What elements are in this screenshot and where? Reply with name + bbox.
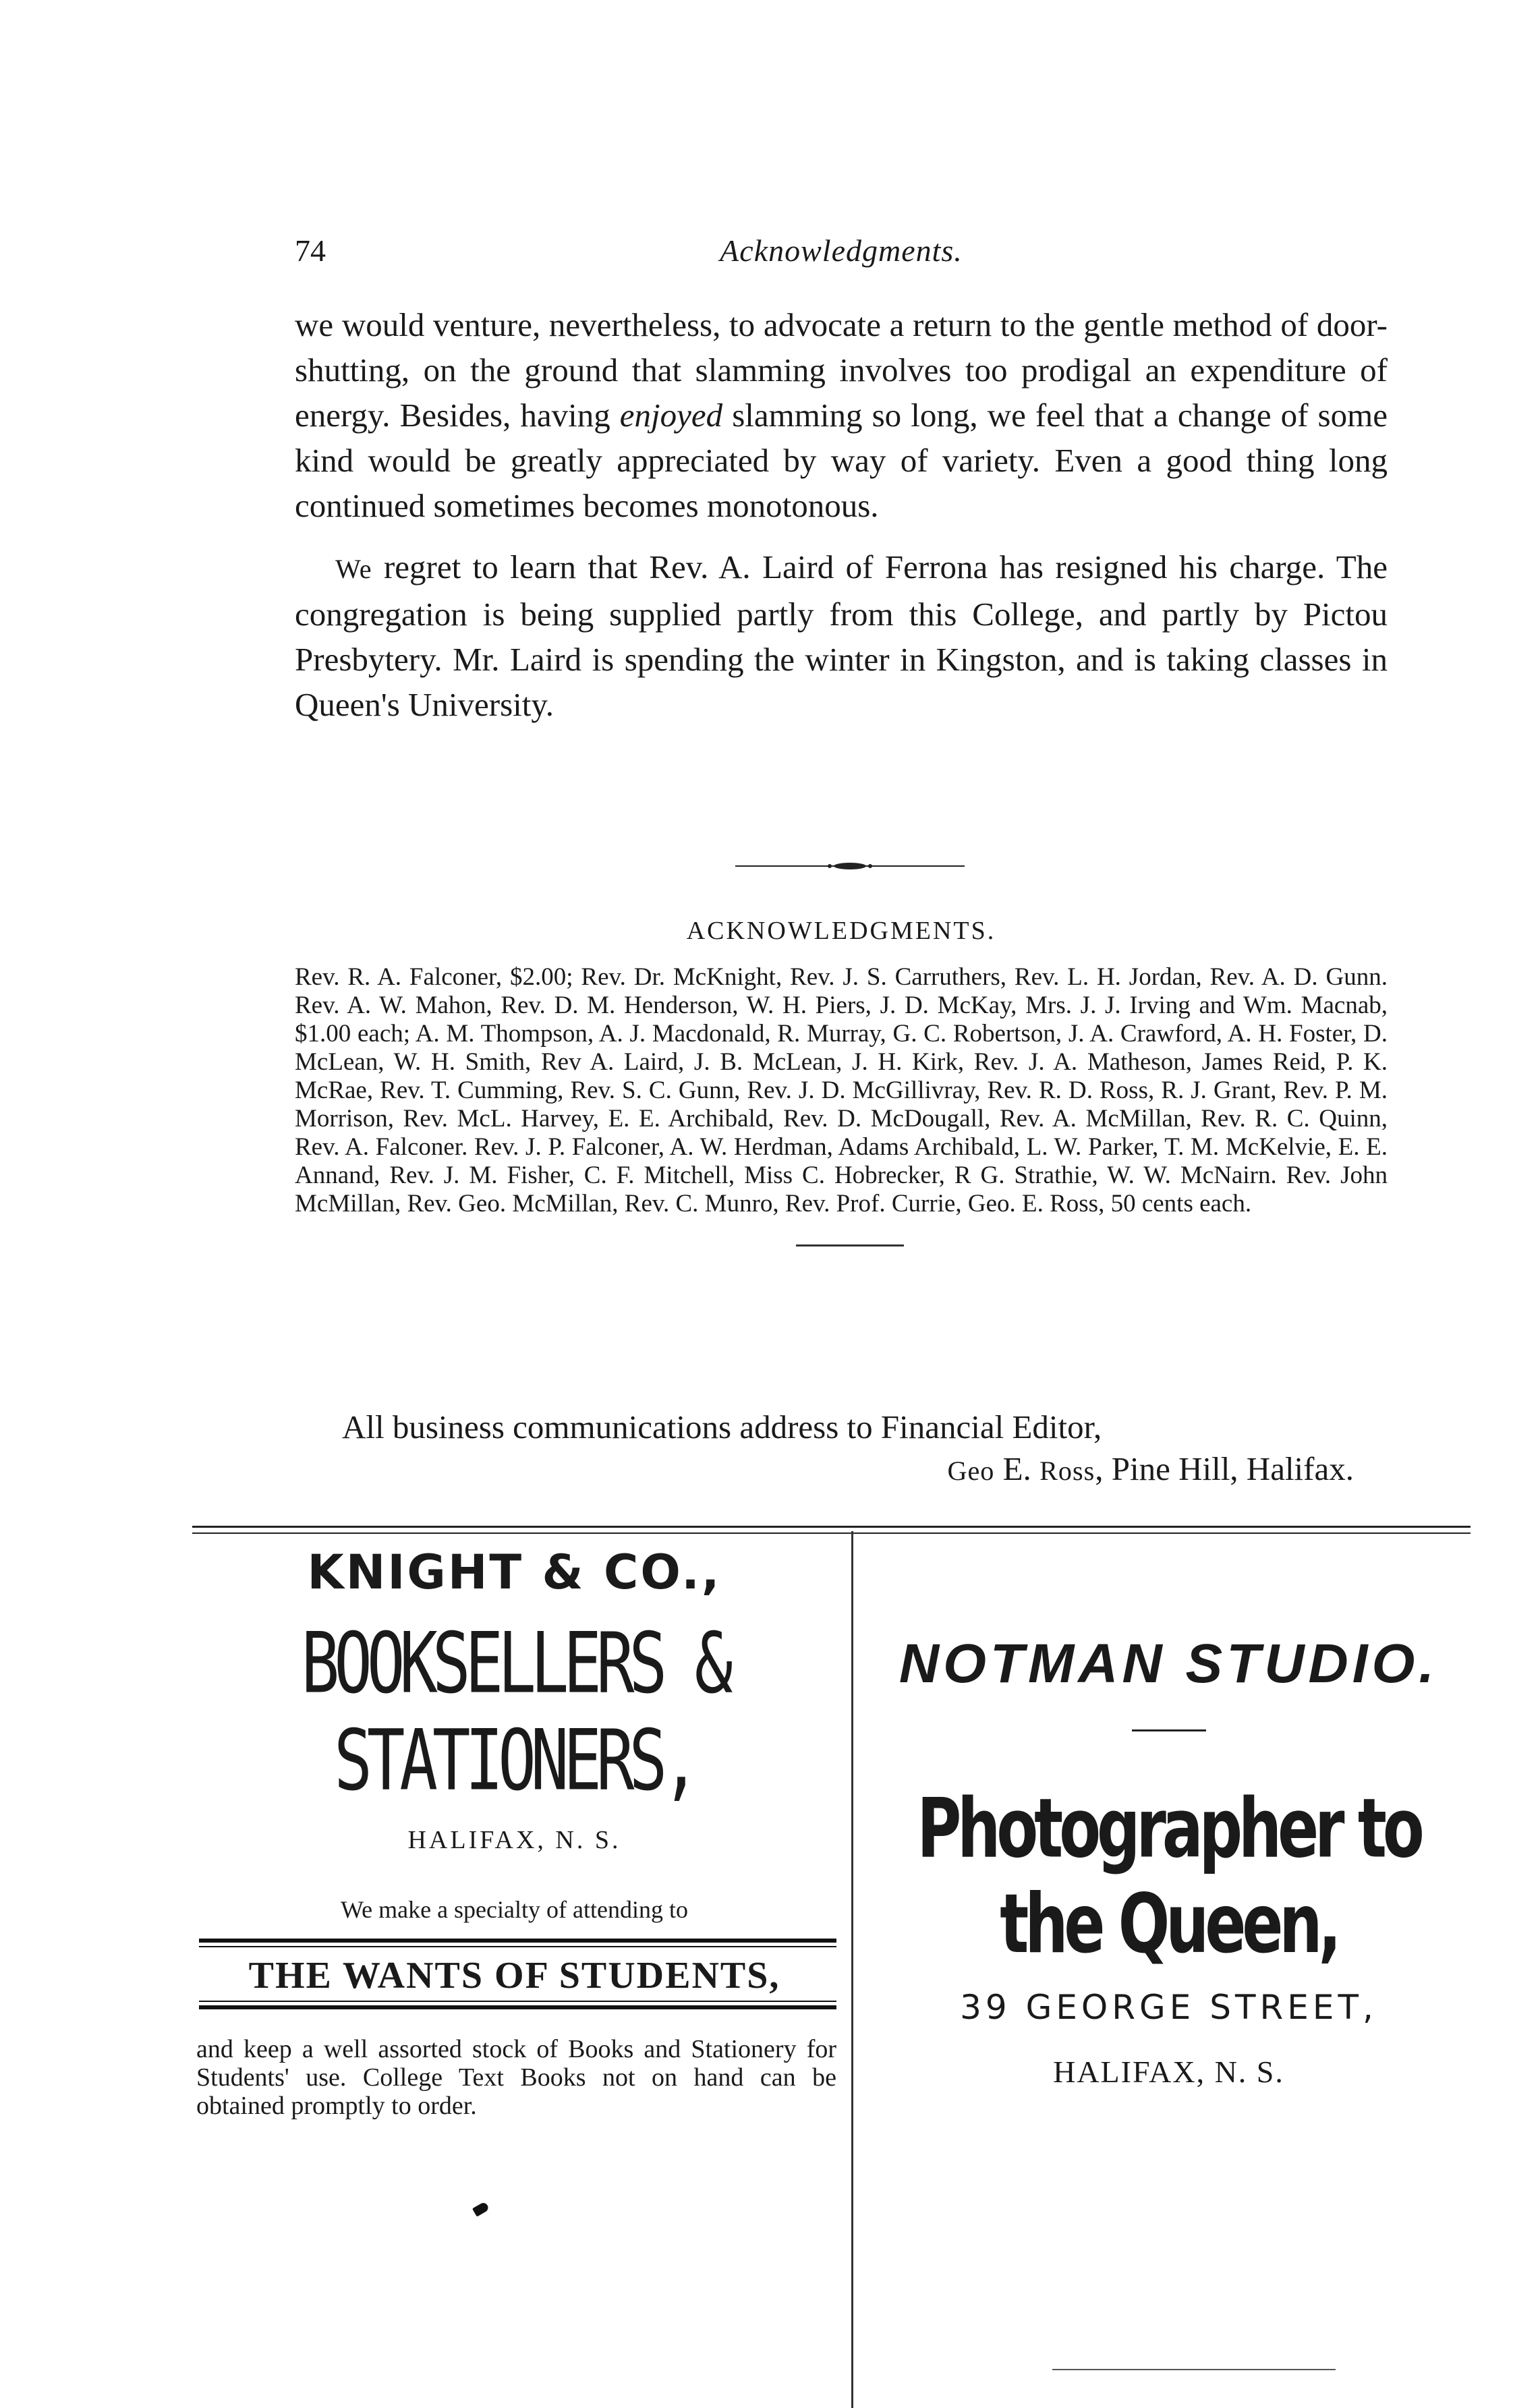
acknowledgments-title: ACKNOWLEDGMENTS. xyxy=(686,917,996,945)
lead-word: We xyxy=(335,554,372,584)
rule xyxy=(199,1939,836,1943)
divider xyxy=(796,1244,904,1246)
rule xyxy=(1132,1729,1206,1731)
studio-city: HALIFAX, N. S. xyxy=(1053,2055,1284,2089)
advert-top-rule xyxy=(192,1526,1471,1528)
paragraph-text: we would venture, nevertheless, to advocate a return to the gentle method of door-shutting, on the ground that slamming involves too prodigal an expenditure of energy. Besides, having xyxy=(295,306,1388,434)
trade-heading: BOOKSELLERS & STATIONERS, xyxy=(301,1615,728,1810)
firm-city: HALIFAX, N. S. xyxy=(407,1826,621,1854)
rule xyxy=(199,1946,836,1947)
paragraph-door-shutting xyxy=(295,302,1388,528)
wants-heading: THE WANTS OF STUDENTS, xyxy=(248,1955,780,1997)
ink-speck xyxy=(472,2201,490,2216)
editor-first-name: Geo xyxy=(947,1456,995,1486)
advert-notman xyxy=(867,1545,1471,2090)
page-edge-mark xyxy=(1052,2369,1336,2370)
emphasis-enjoyed: enjoyed xyxy=(619,397,723,434)
studio-name: NOTMAN STUDIO. xyxy=(899,1633,1439,1694)
paragraph-text: slamming so long, we feel that a change of some kind would be greatly appreciated by way of variety. Even a good thing long continued sometimes becomes monotonous. xyxy=(295,397,1388,524)
article-body xyxy=(295,302,1388,743)
page-number: 74 xyxy=(295,233,326,268)
advert-top-rule xyxy=(192,1532,1471,1534)
advert-column-divider xyxy=(851,1531,853,2408)
business-line: All business communications address to Financial Editor, xyxy=(342,1408,1102,1445)
stock-description: and keep a well assorted stock of Books and Stationery for Students' use. College Text Books not on hand can be obtained promptly to order. xyxy=(196,2035,836,2120)
rule xyxy=(199,2001,836,2002)
running-title: Acknowledgments. xyxy=(720,233,963,268)
business-notice xyxy=(295,1406,1388,1492)
acknowledgments-list: Rev. R. A. Falconer, $2.00; Rev. Dr. McKnight, Rev. J. S. Carruthers, Rev. L. H. Jordan, Rev. A. D. Gunn. Rev. A. W. Mahon, Rev. D. M. Henderson, W. H. Piers, J. D. McKay, Mrs. J. J. Irving and Wm. Macnab, $1.00 each; A. M. Thompson, A. J. Macdonald, R. Murray, G. C. Robertson, J. A. Crawford, A. H. Foster, D. McLean, W. H. Smith, Rev A. Laird, J. B. McLean, J. H. Kirk, Rev. J. A. Matheson, James Reid, P. K. McRae, Rev. T. Cumming, Rev. S. C. Gunn, Rev. J. D. McGillivray, Rev. R. D. Ross, R. J. Grant, Rev. P. M. Morrison, Rev. McL. Harvey, E. E. Archibald, Rev. D. McDougall, Rev. A. McMillan, Rev. R. C. Quinn, Rev. A. Falconer. Rev. J. P. Falconer, A. W. Herdman, Adams Archibald, L. W. Parker, T. M. McKelvie, E. E. Annand, Rev. J. M. Fisher, C. F. Mitchell, Miss C. Hobrecker, R G. Strathie, W. W. McNairn. Rev. John McMillan, Rev. Geo. McMillan, Rev. C. Munro, Rev. Prof. Currie, Geo. E. Ross, 50 cents each. xyxy=(295,963,1388,1217)
running-head xyxy=(295,233,1388,280)
studio-street: 39 GEORGE STREET, xyxy=(960,1988,1377,2027)
paragraph-text: regret to learn that Rev. A. Laird of Ferrona has resigned his charge. The congregation is being supplied partly from this College, and partly by Pictou Presbytery. Mr. Laird is spending the winter in Kingston, and is taking classes in Queen's University. xyxy=(295,548,1388,723)
rule xyxy=(199,2005,836,2009)
editor-initial: E. xyxy=(994,1450,1040,1487)
paragraph-laird xyxy=(295,544,1388,727)
editor-address: , Pine Hill, Halifax. xyxy=(1095,1450,1354,1487)
advert-knight xyxy=(192,1545,836,2120)
business-address xyxy=(295,1448,1388,1492)
studio-tagline: Photographer to the Queen, xyxy=(917,1781,1421,1972)
firm-name: KNIGHT & CO., xyxy=(307,1545,722,1600)
section-ornament xyxy=(735,862,965,870)
editor-last-name: Ross xyxy=(1039,1456,1095,1486)
specialty-line: We make a specialty of attending to xyxy=(341,1896,688,1923)
